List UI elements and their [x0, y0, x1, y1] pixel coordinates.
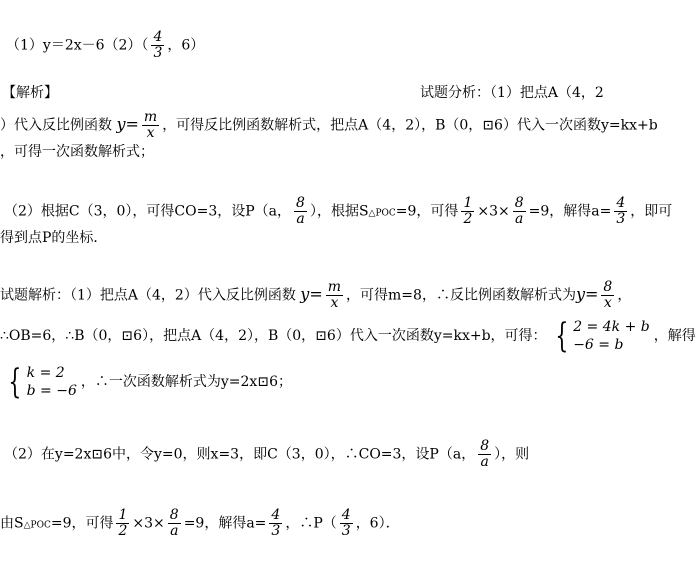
broken-glyph: ⊡ — [121, 328, 134, 344]
equals: = — [585, 284, 599, 304]
fraction — [168, 508, 181, 539]
text: （2）根据C（3，0），可得CO=3，设P（a， — [4, 203, 292, 220]
equals: = — [125, 114, 139, 134]
denominator: a — [296, 211, 305, 227]
text: ），则 — [494, 446, 530, 463]
denominator: a — [170, 523, 179, 539]
var-y: y — [575, 284, 585, 304]
subscript: △POC — [23, 520, 51, 531]
equation-row: b = −6 — [26, 383, 77, 399]
numerator: 4 — [341, 507, 351, 523]
numerator: 1 — [118, 507, 128, 523]
fraction-m-x — [142, 110, 159, 141]
var-y: y — [116, 114, 126, 134]
fraction — [269, 508, 282, 539]
text: ，解得 — [653, 328, 696, 344]
numerator: m — [327, 279, 342, 295]
denominator: x — [330, 295, 339, 311]
subscript: △POC — [368, 208, 396, 219]
equals: = — [309, 284, 323, 304]
solution-line-4 — [4, 439, 529, 470]
denominator: a — [480, 454, 489, 470]
broken-glyph: ⊡ — [315, 328, 327, 344]
denominator: x — [603, 295, 612, 311]
analysis-start — [420, 84, 604, 102]
denominator: x — [146, 125, 155, 141]
text: ，即可 — [630, 203, 673, 220]
text: ， — [617, 287, 632, 304]
denominator: 3 — [153, 45, 163, 61]
answer-text: （1）y＝2x－6（2）（ — [6, 37, 149, 54]
left-brace: { — [554, 316, 568, 356]
text: =9，可得 — [395, 203, 459, 220]
fraction — [151, 30, 164, 61]
equation-row: −6 = b — [573, 337, 624, 353]
numerator: 1 — [463, 195, 473, 211]
fraction — [294, 196, 307, 227]
text: ，∴一次函数解析式为y=2x — [80, 374, 258, 390]
denominator: 3 — [616, 211, 626, 227]
fraction — [116, 508, 129, 539]
numerator: 4 — [616, 195, 626, 211]
text: （2）在y=2x — [4, 446, 92, 463]
analysis-line-1 — [0, 110, 658, 141]
text: ，可得m=8，∴反比例函数解析式为 — [346, 287, 576, 304]
text: 由S — [0, 515, 24, 532]
text: =9，解得a= — [528, 203, 612, 220]
equation-row: k = 2 — [26, 365, 65, 381]
solution-line-5 — [0, 508, 400, 539]
text: ，可得反比例函数解析式，把点A（4，2），B（0， — [162, 117, 483, 134]
fraction — [478, 439, 491, 470]
text: ，∴P（ — [285, 515, 337, 532]
text: ∴OB=6，∴B（0， — [0, 328, 122, 344]
var-y: y — [300, 284, 310, 304]
denominator: a — [515, 211, 524, 227]
numerator: 8 — [296, 195, 305, 211]
broken-glyph: ⊡ — [91, 446, 104, 463]
denominator: 2 — [118, 523, 128, 539]
fraction — [340, 508, 353, 539]
jiexi-label: 【解析】 — [2, 85, 58, 101]
solution-line-2 — [0, 318, 696, 354]
denominator: 3 — [341, 523, 351, 539]
jiexi-heading — [2, 84, 58, 102]
text: =9，解得a= — [183, 515, 267, 532]
numerator: 8 — [480, 438, 490, 454]
answer-line — [6, 30, 204, 61]
fraction-m-x — [326, 280, 343, 311]
text: 得到点P的坐标． — [0, 230, 108, 246]
text: ×3× — [132, 515, 165, 532]
analysis-text: 试题分析：（1）把点A（4，2 — [420, 85, 604, 101]
solution-line-3 — [0, 364, 292, 400]
text: 6）代入一次函数y=kx+b，可得： — [326, 328, 547, 344]
text: 试题解析：（1）把点A（4，2）代入反比例函数 — [0, 287, 296, 304]
solution-line-1 — [0, 280, 631, 311]
text: ，可得一次函数解析式； — [0, 144, 154, 160]
equation-row: 2 = 4k + b — [573, 319, 650, 335]
numerator: 8 — [169, 507, 179, 523]
equation-system — [4, 364, 77, 400]
answer-text-end: ，6） — [167, 37, 205, 54]
equation-system — [551, 318, 650, 354]
text: 6中，令y=0，则x=3，即C（3，0），∴CO=3，设P（a， — [103, 446, 476, 463]
analysis-line-2 — [0, 143, 154, 161]
denominator: 2 — [463, 211, 473, 227]
text: ）代入反比例函数 — [0, 117, 112, 134]
analysis-line-3 — [4, 196, 672, 227]
numerator: 8 — [514, 195, 524, 211]
analysis-line-4 — [0, 229, 107, 247]
text: ），根据S — [309, 203, 369, 220]
text: 6； — [269, 374, 292, 390]
numerator: 8 — [603, 279, 613, 295]
broken-glyph: ⊡ — [482, 117, 495, 134]
numerator: 4 — [153, 29, 163, 45]
text: 6），把点A（4，2），B（0， — [133, 328, 316, 344]
text: ，6）． — [355, 515, 400, 532]
denominator: 3 — [271, 523, 281, 539]
fraction — [614, 196, 627, 227]
text: ×3× — [477, 203, 510, 220]
broken-glyph: ⊡ — [257, 374, 270, 390]
left-brace: { — [8, 362, 22, 402]
fraction-8-x — [601, 280, 614, 311]
text: 6）代入一次函数y=kx+b — [494, 117, 658, 134]
fraction — [513, 196, 526, 227]
text: =9，可得 — [50, 515, 114, 532]
numerator: 4 — [271, 507, 281, 523]
fraction — [461, 196, 474, 227]
numerator: m — [143, 109, 158, 125]
